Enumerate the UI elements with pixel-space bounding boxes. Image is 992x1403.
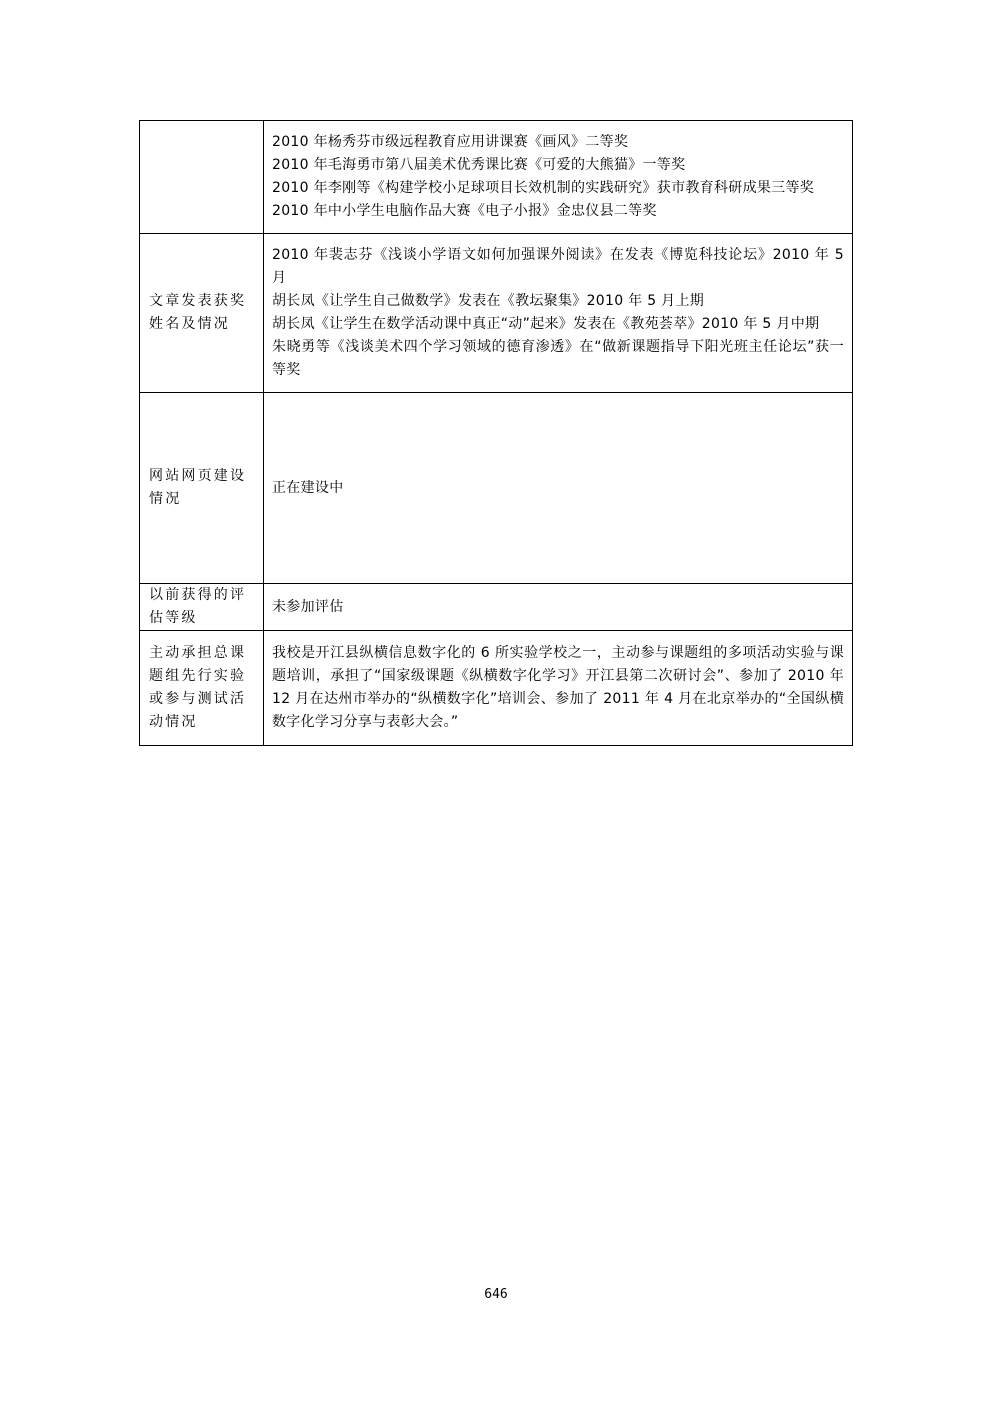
evaluation-value: 未参加评估 bbox=[272, 598, 344, 615]
info-table bbox=[139, 120, 853, 746]
article-line: 胡长凤《让学生自己做数学》发表在《教坛聚集》2010 年 5 月上期 bbox=[272, 293, 705, 309]
activities-cell bbox=[264, 631, 853, 746]
table-row bbox=[140, 393, 853, 584]
website-status: 正在建设中 bbox=[272, 479, 344, 496]
row-label: 以前获得的评估等级 bbox=[140, 584, 264, 631]
award-line: 2010 年杨秀芬市级远程教育应用讲课赛《画风》二等奖 bbox=[272, 134, 629, 150]
award-line: 2010 年中小学生电脑作品大赛《电子小报》金忠仪县二等奖 bbox=[272, 203, 657, 219]
page-number: 646 bbox=[484, 1287, 508, 1302]
article-line: 2010 年裴志芬《浅谈小学语文如何加强课外阅读》在发表《博览科技论坛》2010 年 5 月 bbox=[272, 247, 844, 286]
row-label bbox=[140, 121, 264, 234]
table-row bbox=[140, 234, 853, 393]
articles-cell bbox=[264, 234, 853, 393]
activities-text: 我校是开江县纵横信息数字化的 6 所实验学校之一，主动参与课题组的多项活动实验与课题培训，承担了“国家级课题《纵横数字化学习》开江县第二次研讨会”、参加了 2010 年 12 月在达州市举办的“纵横数字化”培训会、参加了 2011 年 4 月在北京举办的“全国纵横数字化学习分享与表彰大会。” bbox=[272, 645, 844, 730]
row-label: 网站网页建设情况 bbox=[140, 393, 264, 584]
row-label: 主动承担总课题组先行实验或参与测试活动情况 bbox=[140, 631, 264, 746]
article-line: 朱晓勇等《浅谈美术四个学习领域的德育渗透》在“做新课题指导下阳光班主任论坛”获一等奖 bbox=[272, 339, 844, 378]
website-status-cell bbox=[264, 393, 853, 584]
evaluation-cell bbox=[264, 584, 853, 631]
award-line: 2010 年毛海勇市第八届美术优秀课比赛《可爱的大熊猫》一等奖 bbox=[272, 157, 686, 173]
award-line: 2010 年李刚等《构建学校小足球项目长效机制的实践研究》获市教育科研成果三等奖 bbox=[272, 180, 815, 196]
table-row bbox=[140, 584, 853, 631]
table-row bbox=[140, 631, 853, 746]
article-line: 胡长凤《让学生在数学活动课中真正“动”起来》发表在《教苑荟萃》2010 年 5 月中期 bbox=[272, 316, 820, 332]
awards-cell bbox=[264, 121, 853, 234]
row-label: 文章发表获奖姓名及情况 bbox=[140, 234, 264, 393]
table-row bbox=[140, 121, 853, 234]
